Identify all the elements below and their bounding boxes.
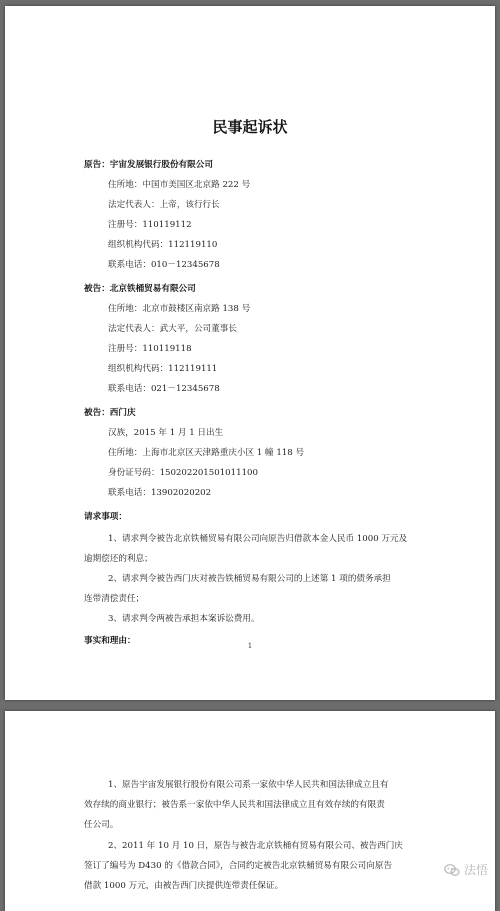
- plaintiff-phone: 联系电话：010－12345678: [108, 260, 220, 270]
- defendant1-registration: 注册号：110119118: [108, 344, 192, 354]
- plaintiff-address: 住所地：中国市美国区北京路 222 号: [108, 180, 251, 190]
- defendant1-heading: 被告：北京铁桶贸易有限公司: [84, 284, 196, 294]
- defendant2-address: 住所地：上海市北京区天津路重庆小区 1 幢 118 号: [108, 448, 305, 458]
- claim-1-cont: 逾期偿还的利息；: [84, 554, 153, 564]
- defendant1-address: 住所地：北京市鼓楼区南京路 138 号: [108, 304, 251, 314]
- facts-heading: 事实和理由：: [84, 636, 136, 646]
- defendant2-heading: 被告：西门庆: [84, 408, 136, 418]
- fact-1-cont2: 任公司。: [84, 820, 119, 830]
- claims-heading: 请求事项：: [84, 512, 127, 522]
- claim-2-cont: 连带清偿责任；: [84, 594, 145, 604]
- fact-1-cont: 效存续的商业银行；被告系一家依中华人民共和国法律成立且有效存续的有限责: [84, 800, 385, 810]
- document-page-1: [5, 6, 495, 700]
- plaintiff-org-code: 组织机构代码：112119110: [108, 240, 218, 250]
- defendant1-org-code: 组织机构代码：112119111: [108, 364, 218, 374]
- watermark-text: 法悟: [463, 863, 488, 877]
- plaintiff-heading: 原告：宇宙发展银行股份有限公司: [84, 160, 213, 170]
- fact-1: 1、原告宇宙发展银行股份有限公司系一家依中华人民共和国法律成立且有: [108, 780, 389, 790]
- chat-bubble-icon: [444, 862, 460, 878]
- document-title: 民事起诉状: [212, 118, 288, 136]
- claim-1: 1、请求判令被告北京铁桶贸易有限公司向原告归借款本金人民币 1000 万元及: [108, 534, 408, 544]
- plaintiff-legal-rep: 法定代表人：上帝，该行行长: [108, 200, 220, 210]
- plaintiff-registration: 注册号：110119112: [108, 220, 192, 230]
- defendant1-legal-rep: 法定代表人：武大平，公司董事长: [108, 324, 237, 334]
- claim-2: 2、请求判令被告西门庆对被告铁桶贸易有限公司的上述第 1 项的债务承担: [108, 574, 391, 584]
- fact-2: 2、2011 年 10 月 10 日，原告与被告北京铁桶有贸易有限公司、被告西门庆: [108, 841, 403, 851]
- defendant2-phone: 联系电话：13902020202: [108, 488, 212, 498]
- defendant2-id-number: 身份证号码：150202201501011100: [108, 468, 258, 478]
- defendant1-phone: 联系电话：021－12345678: [108, 384, 220, 394]
- page-number: 1: [247, 642, 253, 650]
- document-page-2: [5, 711, 495, 911]
- claim-3: 3、请求判令两被告承担本案诉讼费用。: [108, 614, 260, 624]
- fact-2-cont: 签订了编号为 D430 的《借款合同》，合同约定被告北京铁桶贸易有限公司向原告: [84, 861, 393, 871]
- watermark: [444, 861, 488, 878]
- defendant2-birth: 汉族，2015 年 1 月 1 日出生: [108, 428, 224, 438]
- fact-2-cont2: 借款 1000 万元，由被告西门庆提供连带责任保证。: [84, 881, 284, 891]
